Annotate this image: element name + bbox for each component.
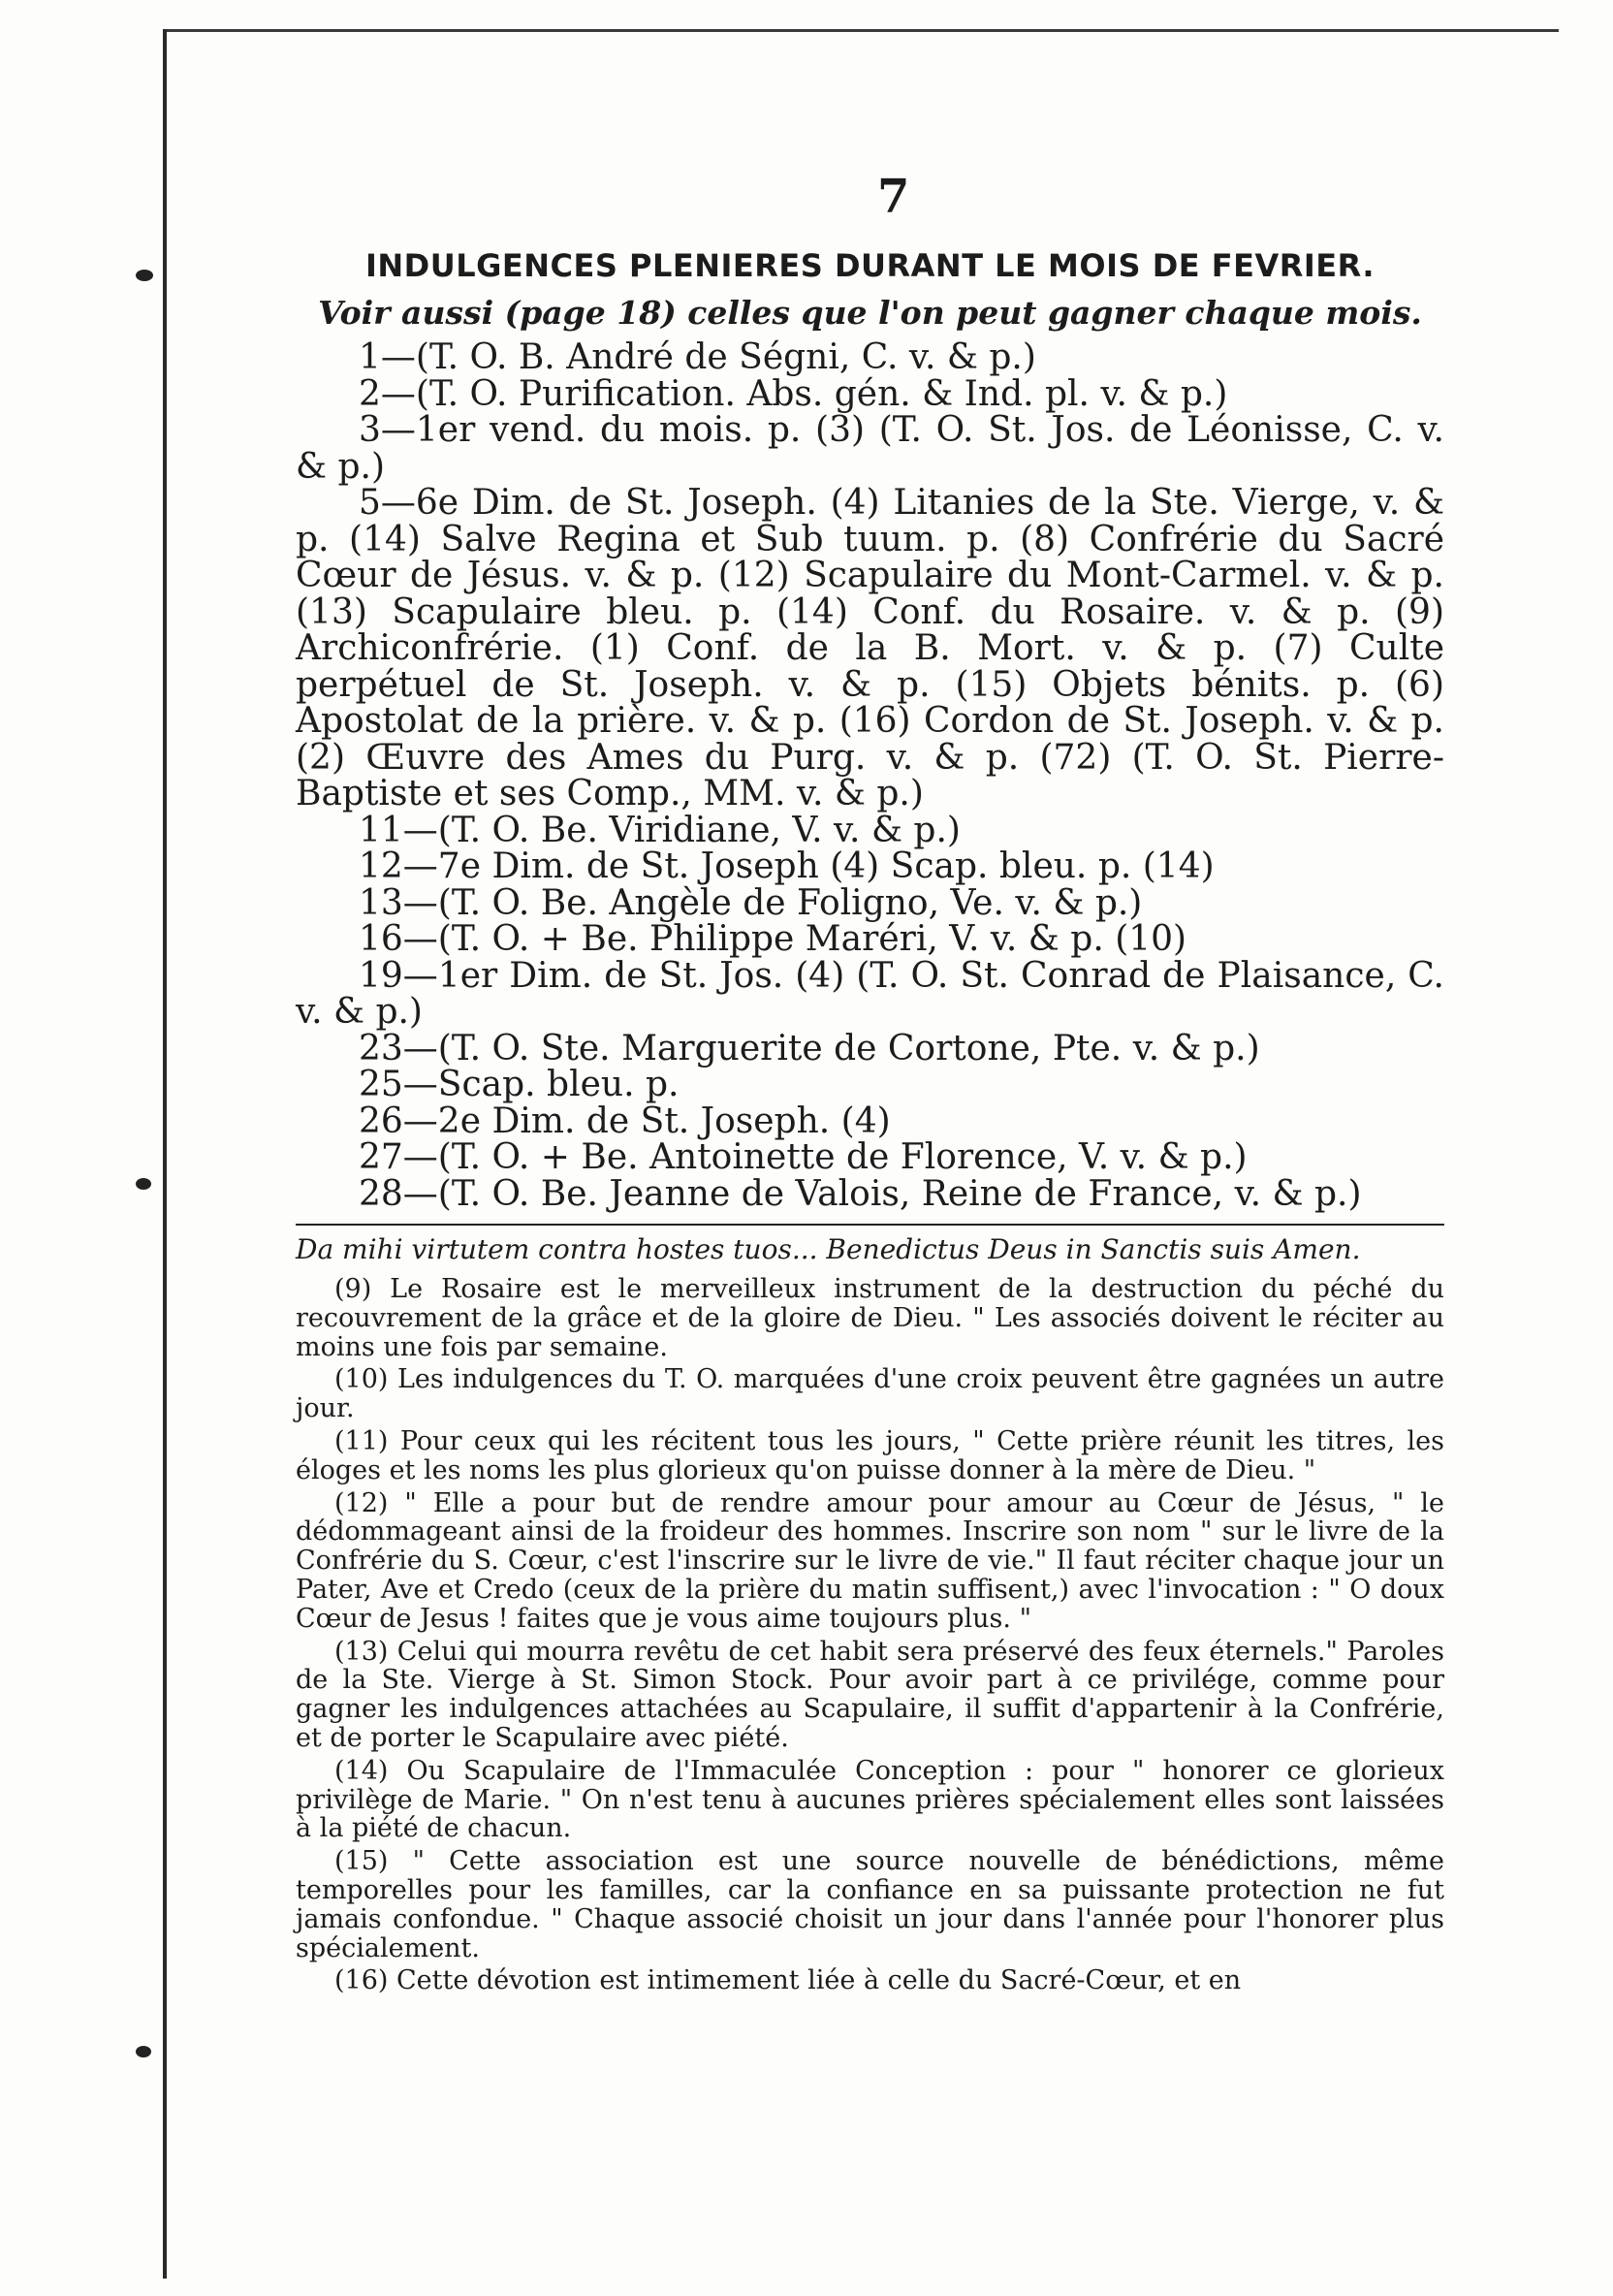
indulgence-entry: 13—(T. O. Be. Angèle de Foligno, Ve. v. & p.) [359,882,1143,923]
section-subheading: Voir aussi (page 18) celles que l'on peut gagner chaque mois. [318,294,1422,332]
footnote: (15) " Cette association est une source nouvelle de bénédictions, même temporelles pour les familles, car la confiance en sa puissante protection ne fut jamais confondue. " Chaque associé choisit un jour dans l'année pour l'honorer plus spécialement. [296,1846,1444,1963]
page-top-border [163,29,1559,32]
indulgence-entry: 28—(T. O. Be. Jeanne de Valois, Reine de France, v. & p.) [359,1173,1362,1214]
indulgence-entry: 23—(T. O. Ste. Marguerite de Cortone, Pte. v. & p.) [359,1028,1260,1068]
footnote: (12) " Elle a pour but de rendre amour pour amour au Cœur de Jésus, " le dédommageant ainsi de la froideur des hommes. Inscrire son nom " sur le livre de la Confrérie du S. Cœur, c'est l'inscrire sur le livre de vie." Il faut réciter chaque jour un Pater, Ave et Credo (ceux de la prière du matin suffisent,) avec l'invocation : " O doux Cœur de Jesus ! faites que je vous aime toujours plus. " [296,1487,1444,1634]
indulgence-entry: 27—(T. O. + Be. Antoinette de Florence, V. v. & p.) [359,1137,1248,1177]
indulgence-entry: 16—(T. O. + Be. Philippe Maréri, V. v. & p. (10) [359,919,1187,959]
footnote: (10) Les indulgences du T. O. marquées d'une croix peuvent être gagnées un autre jour. [296,1364,1444,1424]
indulgence-entry: 26—2e Dim. de St. Joseph. (4) [359,1100,891,1141]
indulgence-entry: 19—1er Dim. de St. Jos. (4) (T. O. St. Conrad de Plaisance, C. v. & p.) [296,955,1444,1032]
motto: Da mihi virtutem contra hostes tuos... Benedictus Deus in Sanctis suis Amen. [296,1233,1361,1265]
indulgence-entry: 2—(T. O. Purification. Abs. gén. & Ind. pl. v. & p.) [359,373,1228,414]
indulgence-entry: 11—(T. O. Be. Viridiane, V. v. & p.) [359,810,961,850]
footnote: (13) Celui qui mourra revêtu de cet habit sera préservé des feux éternels." Paroles de la Ste. Vierge à St. Simon Stock. Pour avoir part à ce privilége, comme pour gagner les indulgences attachées au Scapulaire, il suffit d'appartenir à la Confrérie, et de porter le Scapulaire avec piété. [296,1636,1444,1753]
section-heading: INDULGENCES PLENIERES DURANT LE MOIS DE FEVRIER. [364,247,1376,284]
footnote: (14) Ou Scapulaire de l'Immaculée Conception : pour " honorer ce glorieux privilège de Marie. " On n'est tenu à aucunes prières spécialement elles sont laissées à la piété de chacun. [296,1755,1444,1844]
footnote: (9) Le Rosaire est le merveilleux instrument de la destruction du péché du recouvrement de la grâce et de la gloire de Dieu. " Les associés doivent le réciter au moins une fois par semaine. [296,1274,1444,1362]
indulgence-entry: 3—1er vend. du mois. p. (3) (T. O. St. Jos. de Léonisse, C. v. & p.) [296,410,1444,487]
page-binding-line [163,29,167,2279]
indulgence-entry: 1—(T. O. B. André de Ségni, C. v. & p.) [359,337,1036,377]
binding-hole [136,2046,151,2057]
indulgence-entry: 12—7e Dim. de St. Joseph (4) Scap. bleu. p. (14) [359,846,1215,886]
binding-hole [136,1178,151,1190]
indulgence-entry: 25—Scap. bleu. p. [359,1065,680,1104]
section-divider [296,1224,1444,1226]
page-body [296,247,1444,1999]
footnotes [296,1275,1444,1995]
indulgence-list [296,339,1444,1212]
footnote: (16) Cette dévotion est intimement liée à celle du Sacré-Cœur, et en [334,1965,1242,1996]
page-number: 7 [877,170,910,224]
binding-hole [136,270,153,281]
footnote: (11) Pour ceux qui les récitent tous les jours, " Cette prière réunit les titres, les éloges et les noms les plus glorieux qu'on puisse donner à la mère de Dieu. " [296,1425,1444,1485]
indulgence-entry: 5—6e Dim. de St. Joseph. (4) Litanies de la Ste. Vierge, v. & p. (14) Salve Regina et Sub tuum. p. (8) Confrérie du Sacré Cœur de Jésus. v. & p. (12) Scapulaire du Mont-Carmel. v. & p. (13) Scapulaire bleu. p. (14) Conf. du Rosaire. v. & p. (9) Archiconfrérie. (1) Conf. de la B. Mort. v. & p. (7) Culte perpétuel de St. Joseph. v. & p. (15) Objets bénits. p. (6) Apostolat de la prière. v. & p. (16) Cordon de St. Joseph. v. & p. (2) Œuvre des Ames du Purg. v. & p. (72) (T. O. St. Pierre-Baptiste et ses Comp., MM. v. & p.) [296,483,1444,813]
